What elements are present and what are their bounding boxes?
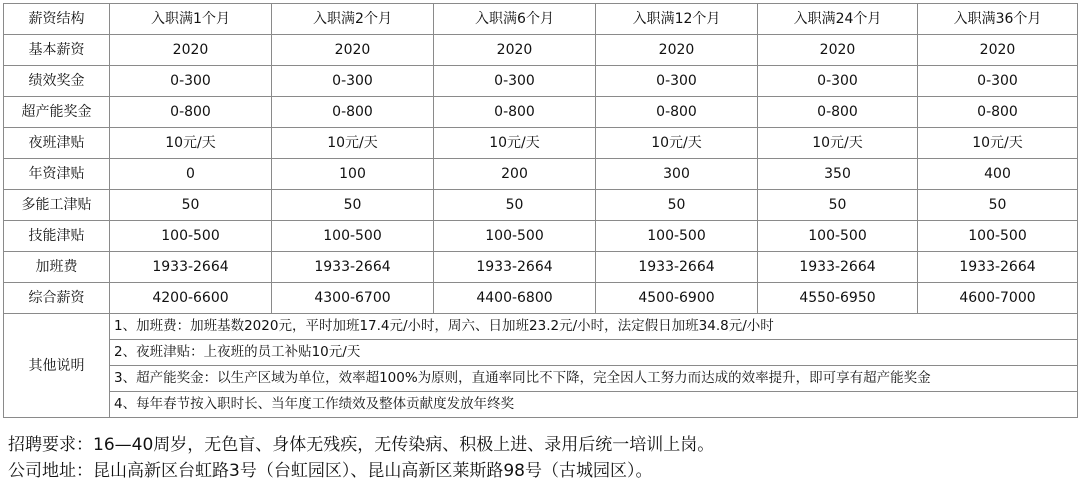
- salary-structure-table: [3, 3, 1078, 418]
- table-cell: 50: [918, 190, 1078, 221]
- table-cell: 50: [758, 190, 918, 221]
- table-cell: 10元/天: [110, 128, 272, 159]
- table-cell: 1933-2664: [758, 252, 918, 283]
- notes-row: [4, 392, 1078, 418]
- row-label: 加班费: [4, 252, 110, 283]
- table-cell: 50: [434, 190, 596, 221]
- table-cell: 4500-6900: [596, 283, 758, 314]
- table-row: [4, 190, 1078, 221]
- row-label: 技能津贴: [4, 221, 110, 252]
- table-cell: 0-800: [110, 97, 272, 128]
- column-header-tenure: 入职满12个月: [596, 4, 758, 35]
- table-cell: 0-800: [272, 97, 434, 128]
- column-header-salary-structure: 薪资结构: [4, 4, 110, 35]
- table-cell: 200: [434, 159, 596, 190]
- recruitment-requirements: 招聘要求：16—40周岁，无色盲、身体无残疾，无传染病、积极上进、录用后统一培训上岗。: [8, 435, 715, 455]
- table-row: [4, 221, 1078, 252]
- table-cell: 100-500: [110, 221, 272, 252]
- table-cell: 1933-2664: [434, 252, 596, 283]
- table-cell: 10元/天: [434, 128, 596, 159]
- notes-row: [4, 366, 1078, 392]
- table-cell: 0-300: [918, 66, 1078, 97]
- row-label: 年资津贴: [4, 159, 110, 190]
- note-item: 4、每年春节按入职时长、当年度工作绩效及整体贡献度发放年终奖: [110, 392, 1078, 418]
- table-cell: 100-500: [596, 221, 758, 252]
- table-header-row: [4, 4, 1078, 35]
- notes-row: [4, 340, 1078, 366]
- salary-structure-table-wrapper: [3, 3, 1077, 418]
- row-label: 超产能奖金: [4, 97, 110, 128]
- table-cell: 10元/天: [596, 128, 758, 159]
- table-cell: 10元/天: [918, 128, 1078, 159]
- company-address: 公司地址：昆山高新区台虹路3号（台虹园区）、昆山高新区莱斯路98号（古城园区）。: [8, 461, 653, 481]
- recruitment-footer: [8, 432, 714, 484]
- table-row: [4, 97, 1078, 128]
- row-label: 基本薪资: [4, 35, 110, 66]
- table-cell: 2020: [110, 35, 272, 66]
- table-cell: 100-500: [434, 221, 596, 252]
- table-cell: 4300-6700: [272, 283, 434, 314]
- table-cell: 300: [596, 159, 758, 190]
- table-cell: 0-800: [918, 97, 1078, 128]
- notes-label: 其他说明: [4, 314, 110, 418]
- table-cell: 0-300: [758, 66, 918, 97]
- note-item: 2、夜班津贴：上夜班的员工补贴10元/天: [110, 340, 1078, 366]
- column-header-tenure: 入职满36个月: [918, 4, 1078, 35]
- table-cell: 100-500: [918, 221, 1078, 252]
- table-cell: 0-300: [596, 66, 758, 97]
- column-header-tenure: 入职满1个月: [110, 4, 272, 35]
- table-cell: 400: [918, 159, 1078, 190]
- table-cell: 0-300: [272, 66, 434, 97]
- table-cell: 4400-6800: [434, 283, 596, 314]
- table-cell: 0: [110, 159, 272, 190]
- notes-row: [4, 314, 1078, 340]
- table-cell: 2020: [434, 35, 596, 66]
- table-cell: 0-300: [110, 66, 272, 97]
- table-row: [4, 35, 1078, 66]
- table-cell: 0-300: [434, 66, 596, 97]
- table-cell: 1933-2664: [110, 252, 272, 283]
- table-cell: 350: [758, 159, 918, 190]
- row-label: 多能工津贴: [4, 190, 110, 221]
- table-cell: 50: [596, 190, 758, 221]
- table-cell: 1933-2664: [596, 252, 758, 283]
- table-row: [4, 128, 1078, 159]
- table-cell: 4200-6600: [110, 283, 272, 314]
- table-cell: 100: [272, 159, 434, 190]
- table-cell: 50: [110, 190, 272, 221]
- table-cell: 2020: [758, 35, 918, 66]
- table-row: [4, 159, 1078, 190]
- table-cell: 100-500: [272, 221, 434, 252]
- table-cell: 1933-2664: [918, 252, 1078, 283]
- table-cell: 10元/天: [272, 128, 434, 159]
- row-label: 综合薪资: [4, 283, 110, 314]
- column-header-tenure: 入职满2个月: [272, 4, 434, 35]
- table-cell: 50: [272, 190, 434, 221]
- table-cell: 0-800: [596, 97, 758, 128]
- row-label: 夜班津贴: [4, 128, 110, 159]
- table-cell: 10元/天: [758, 128, 918, 159]
- table-cell: 1933-2664: [272, 252, 434, 283]
- table-cell: 2020: [272, 35, 434, 66]
- note-item: 1、加班费：加班基数2020元，平时加班17.4元/小时，周六、日加班23.2元/小时，法定假日加班34.8元/小时: [110, 314, 1078, 340]
- table-cell: 0-800: [434, 97, 596, 128]
- table-cell: 4600-7000: [918, 283, 1078, 314]
- table-row: [4, 66, 1078, 97]
- note-item: 3、超产能奖金：以生产区域为单位，效率超100%为原则，直通率同比不下降，完全因人工努力而达成的效率提升，即可享有超产能奖金: [110, 366, 1078, 392]
- table-cell: 0-800: [758, 97, 918, 128]
- column-header-tenure: 入职满24个月: [758, 4, 918, 35]
- table-cell: 100-500: [758, 221, 918, 252]
- table-row: [4, 283, 1078, 314]
- table-row: [4, 252, 1078, 283]
- column-header-tenure: 入职满6个月: [434, 4, 596, 35]
- table-cell: 2020: [918, 35, 1078, 66]
- table-cell: 4550-6950: [758, 283, 918, 314]
- table-cell: 2020: [596, 35, 758, 66]
- row-label: 绩效奖金: [4, 66, 110, 97]
